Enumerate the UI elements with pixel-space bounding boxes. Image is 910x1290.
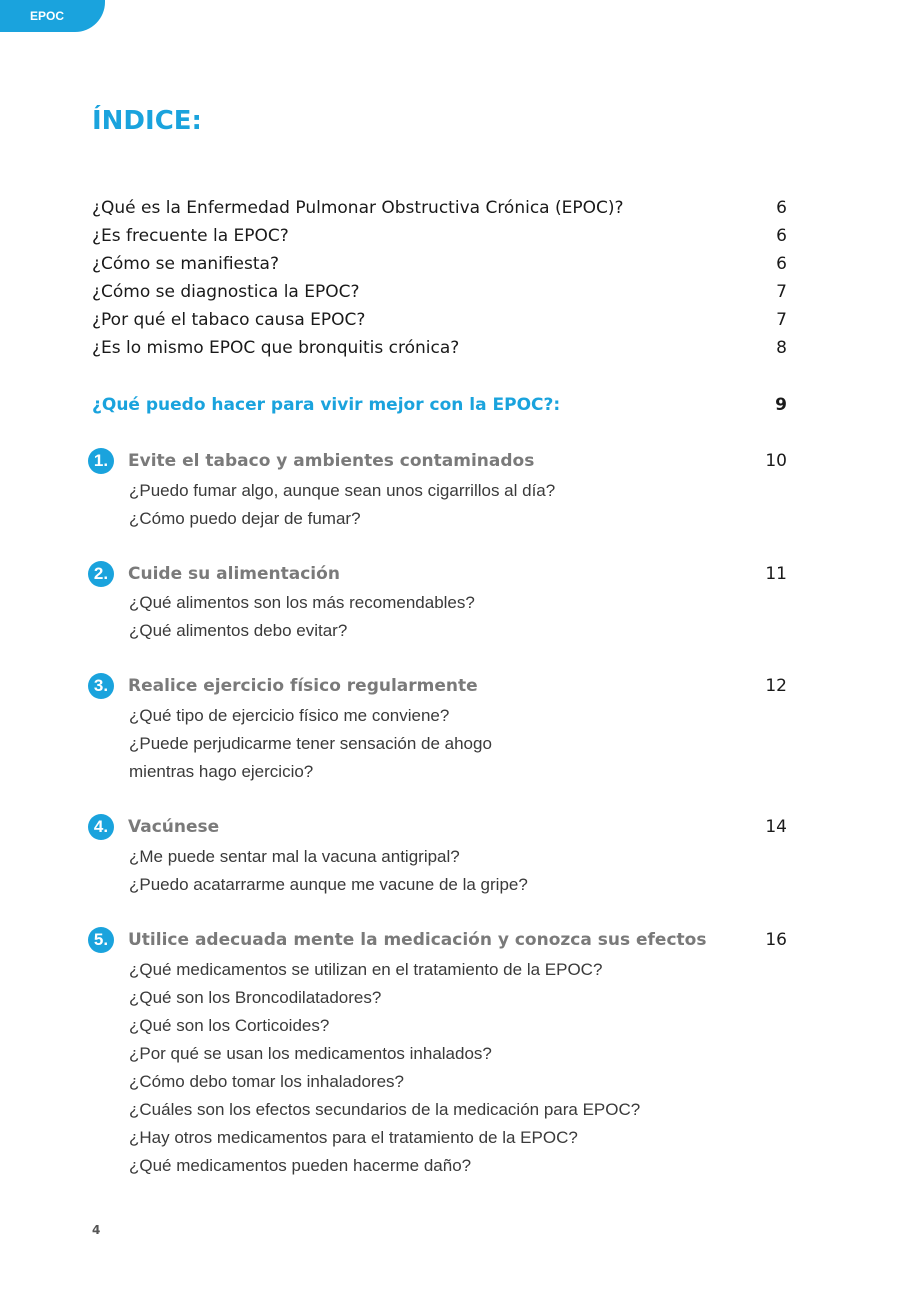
section-subitem[interactable]: ¿Hay otros medicamentos para el tratamiento de la EPOC? xyxy=(129,1128,578,1147)
section-title: Evite el tabaco y ambientes contaminados xyxy=(128,451,535,471)
section-subitem[interactable]: ¿Qué son los Broncodilatadores? xyxy=(129,988,382,1007)
section-page: 16 xyxy=(765,930,787,950)
section-title: Realice ejercicio físico regularmente xyxy=(128,676,478,696)
toc-entry-text: ¿Qué es la Enfermedad Pulmonar Obstructiva Crónica (EPOC)? xyxy=(92,198,624,218)
toc-highlight-text: ¿Qué puedo hacer para vivir mejor con la EPOC?: xyxy=(92,395,561,415)
section-title: Vacúnese xyxy=(128,817,220,837)
section-number-badge: 1. xyxy=(88,448,114,474)
section-subitem[interactable]: ¿Qué tipo de ejercicio físico me conviene? xyxy=(129,706,450,725)
toc-entry-page: 8 xyxy=(776,338,787,358)
toc-entry[interactable] xyxy=(92,306,787,334)
section-page: 11 xyxy=(765,564,787,584)
section-heading-5[interactable] xyxy=(88,926,787,954)
section-subitem[interactable]: ¿Qué alimentos son los más recomendables? xyxy=(129,593,475,612)
toc-entry[interactable] xyxy=(92,222,787,250)
section-title: Cuide su alimentación xyxy=(128,564,340,584)
section-page: 12 xyxy=(765,676,787,696)
section-number-badge: 4. xyxy=(88,814,114,840)
toc-highlight-page: 9 xyxy=(775,395,787,415)
toc-entry-text: ¿Cómo se manifiesta? xyxy=(92,254,279,274)
section-page: 14 xyxy=(765,817,787,837)
section-subitem[interactable]: ¿Puede perjudicarme tener sensación de ahogo xyxy=(129,734,492,753)
section-subitem[interactable]: ¿Qué alimentos debo evitar? xyxy=(129,621,348,640)
section-subitem[interactable]: ¿Cómo puedo dejar de fumar? xyxy=(129,509,361,528)
toc-entry-page: 7 xyxy=(776,282,787,302)
toc-entry[interactable] xyxy=(92,334,787,362)
section-number-badge: 2. xyxy=(88,561,114,587)
section-page: 10 xyxy=(765,451,787,471)
section-subitem[interactable]: ¿Puedo fumar algo, aunque sean unos cigarrillos al día? xyxy=(129,481,556,500)
section-subitem[interactable]: mientras hago ejercicio? xyxy=(129,762,314,781)
toc-entry-page: 7 xyxy=(776,310,787,330)
section-heading-3[interactable] xyxy=(88,672,787,700)
toc-entry-page: 6 xyxy=(776,198,787,218)
page-title: ÍNDICE: xyxy=(92,106,202,136)
section-subitem[interactable]: ¿Qué medicamentos se utilizan en el tratamiento de la EPOC? xyxy=(129,960,603,979)
header-tag: EPOC xyxy=(0,0,105,32)
section-title: Utilice adecuada mente la medicación y conozca sus efectos xyxy=(128,930,707,950)
toc-entry[interactable] xyxy=(92,250,787,278)
section-subitem[interactable]: ¿Cuáles son los efectos secundarios de la medicación para EPOC? xyxy=(129,1100,641,1119)
section-subitem[interactable]: ¿Cómo debo tomar los inhaladores? xyxy=(129,1072,404,1091)
section-heading-2[interactable] xyxy=(88,560,787,588)
page-number: 4 xyxy=(92,1223,101,1237)
toc-entry-text: ¿Por qué el tabaco causa EPOC? xyxy=(92,310,366,330)
toc-entry[interactable] xyxy=(92,194,787,222)
toc-entry[interactable] xyxy=(92,278,787,306)
section-subitem[interactable]: ¿Puedo acatarrarme aunque me vacune de la gripe? xyxy=(129,875,528,894)
toc-highlight-entry[interactable] xyxy=(92,391,787,419)
section-heading-4[interactable] xyxy=(88,813,787,841)
toc-entry-text: ¿Es frecuente la EPOC? xyxy=(92,226,289,246)
section-number-badge: 3. xyxy=(88,673,114,699)
section-subitem[interactable]: ¿Qué medicamentos pueden hacerme daño? xyxy=(129,1156,472,1175)
section-subitem[interactable]: ¿Por qué se usan los medicamentos inhalados? xyxy=(129,1044,492,1063)
toc-entry-page: 6 xyxy=(776,226,787,246)
section-number-badge: 5. xyxy=(88,927,114,953)
toc-entry-text: ¿Cómo se diagnostica la EPOC? xyxy=(92,282,360,302)
section-subitem[interactable]: ¿Qué son los Corticoides? xyxy=(129,1016,330,1035)
toc-entry-text: ¿Es lo mismo EPOC que bronquitis crónica? xyxy=(92,338,460,358)
toc-entry-page: 6 xyxy=(776,254,787,274)
section-heading-1[interactable] xyxy=(88,447,787,475)
section-subitem[interactable]: ¿Me puede sentar mal la vacuna antigripal? xyxy=(129,847,460,866)
